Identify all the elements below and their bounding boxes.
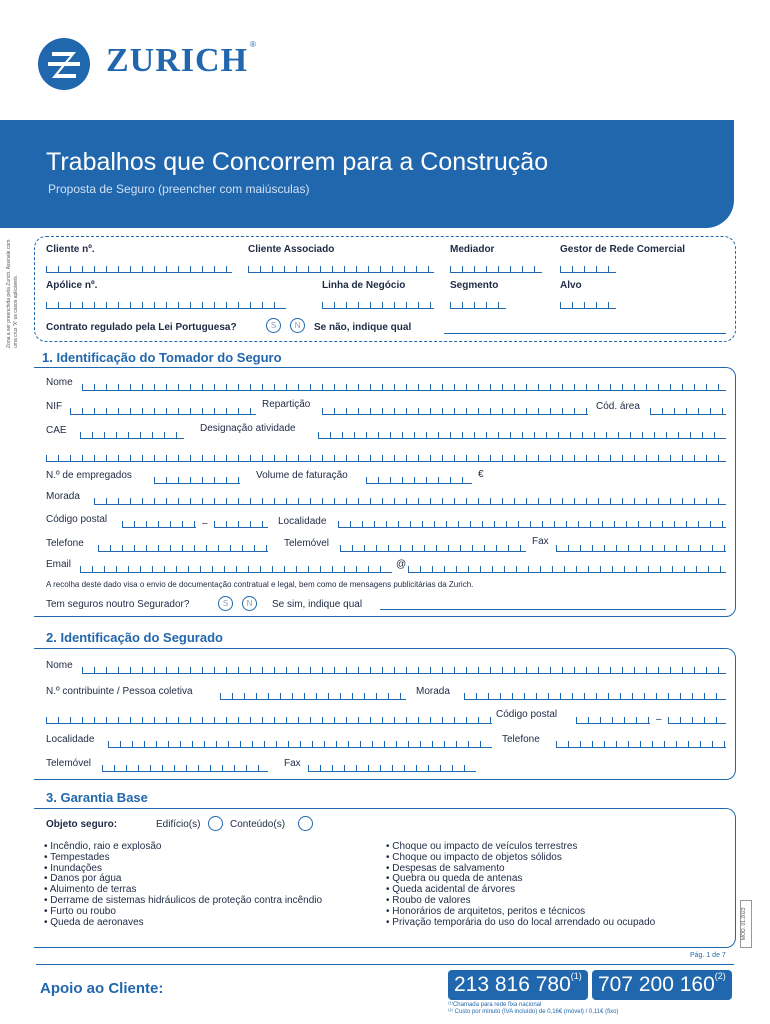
phone-2[interactable] <box>592 970 732 1000</box>
se-sim-field[interactable] <box>380 609 726 610</box>
reparticao-label: Repartição <box>262 399 311 410</box>
reparticao-field[interactable] <box>322 408 588 415</box>
tem-seguros-nao-radio[interactable]: N <box>242 596 257 611</box>
phone-1[interactable] <box>448 970 588 1000</box>
tomador-email-domain-field[interactable] <box>408 566 726 573</box>
volume-label: Volume de faturação <box>256 470 348 481</box>
euro-sign: € <box>478 469 484 480</box>
list-item: • Roubo de valores <box>386 896 655 907</box>
cod-area-field[interactable] <box>650 408 726 415</box>
tomador-nif-label: NIF <box>46 401 63 412</box>
conteudo-checkbox[interactable] <box>298 816 313 831</box>
email-at-sign: @ <box>396 559 407 570</box>
mediador-label: Mediador <box>450 244 495 255</box>
tomador-morada-label: Morada <box>46 491 80 502</box>
section3-title: 3. Garantia Base <box>46 790 148 805</box>
phone-1-sup: (1) <box>570 971 582 981</box>
list-item: • Derrame de sistemas hidráulicos de proteção contra incêndio <box>44 896 322 907</box>
tomador-nome-label: Nome <box>46 377 73 388</box>
designacao-field-2[interactable] <box>46 455 726 462</box>
n-empregados-field[interactable] <box>154 477 240 484</box>
edificio-label: Edifício(s) <box>156 819 201 830</box>
segurado-telefone-field[interactable] <box>556 741 726 748</box>
segurado-codigo-postal-field-1[interactable] <box>576 717 650 724</box>
segmento-label: Segmento <box>450 280 499 291</box>
objeto-seguro-label: Objeto seguro: <box>46 819 118 830</box>
tomador-fax-field[interactable] <box>556 545 726 552</box>
cliente-associado-label: Cliente Associado <box>248 244 335 255</box>
list-item: • Danos por água <box>44 874 322 885</box>
cliente-n-label: Cliente nº. <box>46 244 95 255</box>
tomador-telefone-label: Telefone <box>46 538 84 549</box>
linha-negocio-label: Linha de Negócio <box>322 280 406 291</box>
alvo-label: Alvo <box>560 280 582 291</box>
footer-divider <box>36 964 734 965</box>
codigo-postal-dash: – <box>202 518 208 529</box>
list-item: • Tempestades <box>44 853 322 864</box>
se-nao-label: Se não, indique qual <box>314 322 412 333</box>
volume-field[interactable] <box>366 477 472 484</box>
edificio-checkbox[interactable] <box>208 816 223 831</box>
phone-2-sup: (2) <box>714 971 726 981</box>
cliente-n-field[interactable] <box>46 266 232 273</box>
contrato-label: Contrato regulado pela Lei Portuguesa? <box>46 322 237 333</box>
tomador-codigo-postal-label: Código postal <box>46 514 108 525</box>
mediador-field[interactable] <box>450 266 542 273</box>
page-number: Pág. 1 de 7 <box>690 952 726 959</box>
segurado-localidade-field[interactable] <box>108 741 492 748</box>
tomador-nome-field[interactable] <box>82 384 726 391</box>
tem-seguros-label: Tem seguros noutro Segurador? <box>46 599 190 610</box>
recolha-note: A recolha deste dado visa o envio de documentação contratual e legal, bem como de mensagens publicitárias da Zurich. <box>46 580 474 589</box>
footnote-1: ⁽¹⁾Chamada para rede fixa nacional <box>448 1002 542 1008</box>
segurado-nome-label: Nome <box>46 660 73 671</box>
tem-seguros-sim-radio[interactable]: S <box>218 596 233 611</box>
segurado-codigo-postal-label: Código postal <box>496 709 558 720</box>
section1-title: 1. Identificação do Tomador do Seguro <box>42 350 282 365</box>
alvo-field[interactable] <box>560 302 616 309</box>
tomador-email-user-field[interactable] <box>80 566 392 573</box>
page-title: Trabalhos que Concorrem para a Construção <box>46 148 549 176</box>
tomador-telefone-field[interactable] <box>98 545 268 552</box>
cliente-associado-field[interactable] <box>248 266 434 273</box>
list-item: • Despesas de salvamento <box>386 864 655 875</box>
side-note: Zona a ser preenchida pela Zurich. Assinale com uma cruz 'X' os casos aplicáveis. <box>6 239 19 348</box>
segurado-telemovel-label: Telemóvel <box>46 758 92 769</box>
tomador-email-label: Email <box>46 559 72 570</box>
list-item: • Aluimento de terras <box>44 885 322 896</box>
segurado-morada-field-2[interactable] <box>46 717 492 724</box>
n-empregados-label: N.º de empregados <box>46 470 132 481</box>
segurado-morada-field[interactable] <box>464 693 726 700</box>
segurado-codigo-postal-field-2[interactable] <box>668 717 726 724</box>
list-item: • Choque ou impacto de veículos terrestres <box>386 842 655 853</box>
phone-2-number: 707 200 160 <box>598 973 715 996</box>
designacao-label: Designação atividade <box>200 423 296 434</box>
segurado-nome-field[interactable] <box>82 667 726 674</box>
list-item: • Queda acidental de árvores <box>386 885 655 896</box>
list-item: • Choque ou impacto de objetos sólidos <box>386 853 655 864</box>
segurado-localidade-label: Localidade <box>46 734 95 745</box>
gestor-label: Gestor de Rede Comercial <box>560 244 686 255</box>
apoio-cliente-label: Apoio ao Cliente: <box>40 980 164 997</box>
segurado-morada-label: Morada <box>416 686 450 697</box>
page-subtitle: Proposta de Seguro (preencher com maiúsculas) <box>48 182 310 196</box>
se-nao-field[interactable] <box>444 333 726 334</box>
tomador-codigo-postal-field-2[interactable] <box>214 521 268 528</box>
tomador-fax-label: Fax <box>532 536 549 547</box>
tomador-telemovel-label: Telemóvel <box>284 538 330 549</box>
tomador-nif-field[interactable] <box>70 408 256 415</box>
linha-negocio-field[interactable] <box>322 302 434 309</box>
zurich-logo-icon <box>38 38 90 90</box>
section2-title: 2. Identificação do Segurado <box>46 630 223 645</box>
contribuinte-field[interactable] <box>220 693 406 700</box>
cae-field[interactable] <box>80 432 184 439</box>
tomador-codigo-postal-field-1[interactable] <box>122 521 196 528</box>
apolice-n-label: Apólice nº. <box>46 280 98 291</box>
segurado-codigo-postal-dash: – <box>656 714 662 725</box>
cae-label: CAE <box>46 425 67 436</box>
phone-1-number: 213 816 780 <box>454 973 571 996</box>
cod-area-label: Cód. área <box>596 401 640 412</box>
tomador-localidade-field[interactable] <box>338 521 726 528</box>
designacao-field[interactable] <box>318 432 726 439</box>
list-item: • Privação temporária do uso do local arrendado ou ocupado <box>386 918 655 929</box>
gestor-field[interactable] <box>560 266 616 273</box>
segmento-field[interactable] <box>450 302 506 309</box>
mod-label: MOD. 01.2023 <box>740 900 752 948</box>
list-item: • Furto ou roubo <box>44 907 322 918</box>
tomador-localidade-label: Localidade <box>278 516 327 527</box>
tomador-telemovel-field[interactable] <box>340 545 526 552</box>
list-item: • Honorários de arquitetos, peritos e técnicos <box>386 907 655 918</box>
tomador-morada-field[interactable] <box>94 498 726 505</box>
se-sim-label: Se sim, indique qual <box>272 599 363 610</box>
apolice-n-field[interactable] <box>46 302 286 309</box>
logo-registered-mark: ® <box>250 40 256 49</box>
segurado-telefone-label: Telefone <box>502 734 540 745</box>
contribuinte-label: N.º contribuinte / Pessoa coletiva <box>46 686 193 697</box>
list-item: • Queda de aeronaves <box>44 918 322 929</box>
garantias-right-list <box>386 842 655 928</box>
logo-text: ZURICH <box>106 42 249 79</box>
list-item: • Incêndio, raio e explosão <box>44 842 322 853</box>
segurado-telemovel-field[interactable] <box>102 765 268 772</box>
list-item: • Inundações <box>44 864 322 875</box>
footnote-2: ⁽²⁾ Custo por minuto (IVA incluído) de 0,16€ (móvel) / 0,11€ (fixo) <box>448 1009 619 1015</box>
garantias-left-list <box>44 842 322 928</box>
contrato-nao-radio[interactable]: N <box>290 318 305 333</box>
segurado-fax-label: Fax <box>284 758 301 769</box>
segurado-fax-field[interactable] <box>308 765 476 772</box>
conteudo-label: Conteúdo(s) <box>230 819 286 830</box>
contrato-sim-radio[interactable]: S <box>266 318 281 333</box>
list-item: • Quebra ou queda de antenas <box>386 874 655 885</box>
